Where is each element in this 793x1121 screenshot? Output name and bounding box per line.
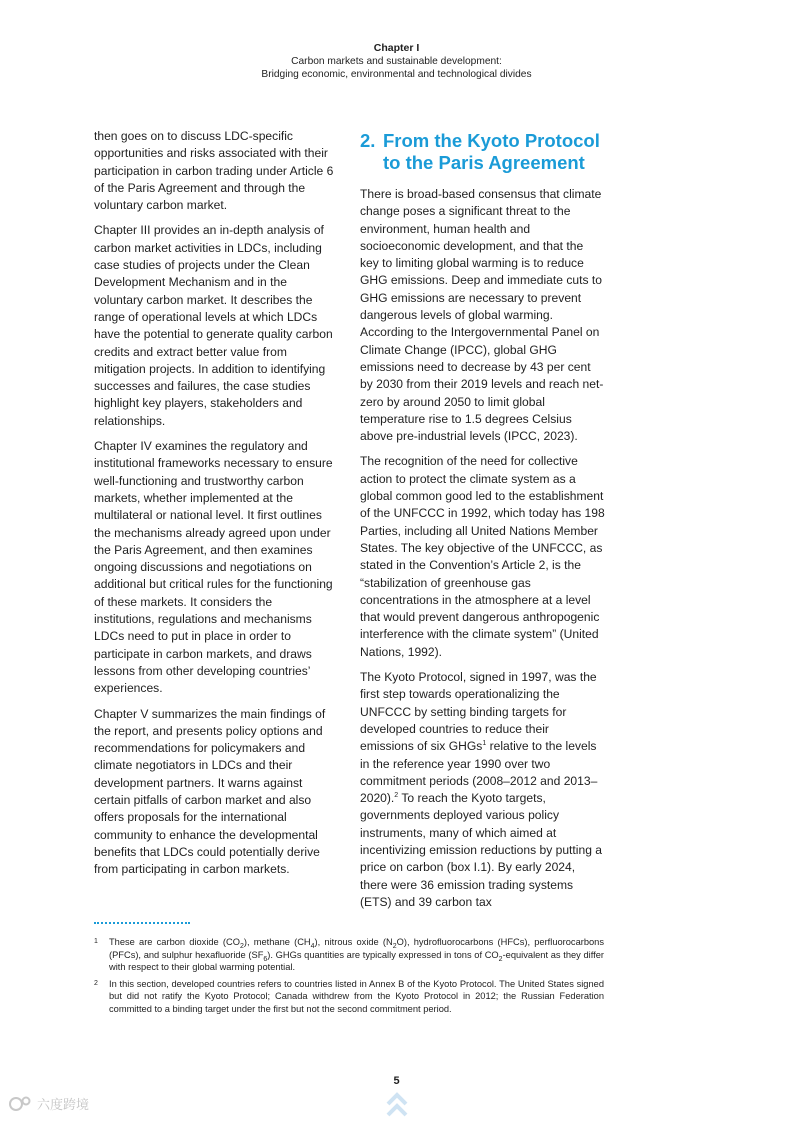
section-title: From the Kyoto Protocol to the Paris Agreement	[383, 130, 600, 173]
section-number: 2.	[360, 130, 376, 151]
paragraph: then goes on to discuss LDC-specific opportunities and risks associated with their participation in carbon trading under Article 6 of the Paris Agreement and through the voluntary carbon market.	[94, 129, 334, 213]
footnote-number: 1	[94, 938, 98, 945]
paragraph: Chapter V summarizes the main findings of the report, and presents policy options and recommendations for policymakers and climate negotiators in LDCs and their development partners. It warns against certain pitfalls of carbon market and also offers proposals for the international community to enhance the developmental benefits that LDCs could potentially derive from participating in carbon markets.	[94, 706, 326, 877]
paragraph: Chapter IV examines the regulatory and institutional frameworks necessary to ensure well-functioning and trustworthy carbon markets, whether implemented at the multilateral or national level. It first outlines the mechanisms already agreed upon under the Paris Agreement, and then examines ongoing discussions and negotiations on additional but critical rules for the functioning of these markets. It considers the institutions, regulations and mechanisms LDCs need to put in place in order to participate in carbon markets, and draws lessons from other developing countries’ experiences.	[94, 439, 333, 696]
text-run: To reach the Kyoto targets, governments deployed various policy instruments, many of which aimed at incentivizing emission reductions by putting a price on carbon (box I.1). By early 2024, there were 36 emission trading systems (ETS) and 39 carbon tax	[360, 791, 603, 909]
watermark	[8, 1094, 89, 1113]
footnote-1	[94, 936, 604, 974]
footnote-separator	[94, 922, 190, 926]
footnote-ref-1[interactable]: 1	[482, 740, 487, 748]
footnote-ref-2[interactable]: 2	[394, 792, 399, 800]
footnote-2	[94, 978, 604, 1016]
paragraph: There is broad-based consensus that climate change poses a significant threat to the environment, human health and socioeconomic development, and that the key to limiting global warming is to reduce GHG emissions. Deep and immediate cuts to GHG emissions are necessary to prevent dangerous levels of global warming. According to the Intergovernmental Panel on Climate Change (IPCC), global GHG emissions need to decrease by 43 per cent by 2030 from their 2019 levels and reach net-zero by around 2050 to limit global temperature rise to 1.5 degrees Celsius above pre-industrial levels (IPCC, 2023).	[360, 187, 604, 444]
chapter-label: Chapter I	[373, 42, 420, 54]
right-column	[360, 128, 605, 919]
section-heading	[360, 130, 605, 174]
text-run: The Kyoto Protocol, signed in 1997, was the first step towards operationalizing the UNFCCC by setting binding targets for developed countries to reduce their emissions of six GHGs	[360, 670, 597, 754]
page-number: 5	[393, 1075, 400, 1087]
footnotes	[94, 936, 604, 1020]
footnote-number: 2	[94, 979, 98, 987]
text-run: relative to the levels in the reference year 1990 over two commitment periods (2008–2012 and 2013–2020).	[360, 739, 598, 806]
watermark-logo-icon	[8, 1096, 34, 1112]
running-header	[0, 42, 793, 81]
watermark-text: 六度跨境	[37, 1097, 90, 1112]
header-title-line-1: Carbon markets and sustainable development:	[291, 56, 502, 67]
paragraph: The recognition of the need for collective action to protect the climate system as a global common good led to the establishment of the UNFCCC in 1992, which today has 198 Parties, including all United Nations Member States. The key objective of the UNFCCC, as stated in the Convention’s Article 2, is the “stabilization of greenhouse gas concentrations in the atmosphere at a level that would prevent dangerous anthropogenic interference with the climate system” (United Nations, 1992).	[360, 454, 605, 659]
chevron-up-icon	[386, 1092, 408, 1121]
footnote-text: These are carbon dioxide $(CO_2)$, methane $(CH_4)$, nitrous oxide $(N_2O)$, hydrofluorocarbons (HFCs), perfluorocarbons (PFCs), and sulphur hexafluoride $(SF_6)$. GHGs quantities are typically expressed in tons of $CO_2$-equivalent as they differ with respect to their global warming potential.	[109, 937, 605, 973]
header-title-line-2: Bridging economic, environmental and technological divides	[261, 69, 532, 80]
paragraph	[360, 669, 605, 911]
paragraph: Chapter III provides an in-depth analysis of carbon market activities in LDCs, including case studies of projects under the Clean Development Mechanism and in the voluntary carbon market. It describes the range of operational levels at which LDCs have the potential to generate quality carbon credits and extract better value from mitigation projects. In addition to identifying successes and failures, the case studies highlight key players, stakeholders and relationships.	[94, 223, 333, 428]
left-column	[94, 128, 334, 886]
footnote-text: In this section, developed countries refers to countries listed in Annex B of the Kyoto Protocol. The United States signed but did not ratify the Kyoto Protocol; Canada withdrew from the Kyoto Protocol in 2012; the Russian Federation committed to a binding target under the first but not the second commitment period.	[109, 978, 604, 1014]
